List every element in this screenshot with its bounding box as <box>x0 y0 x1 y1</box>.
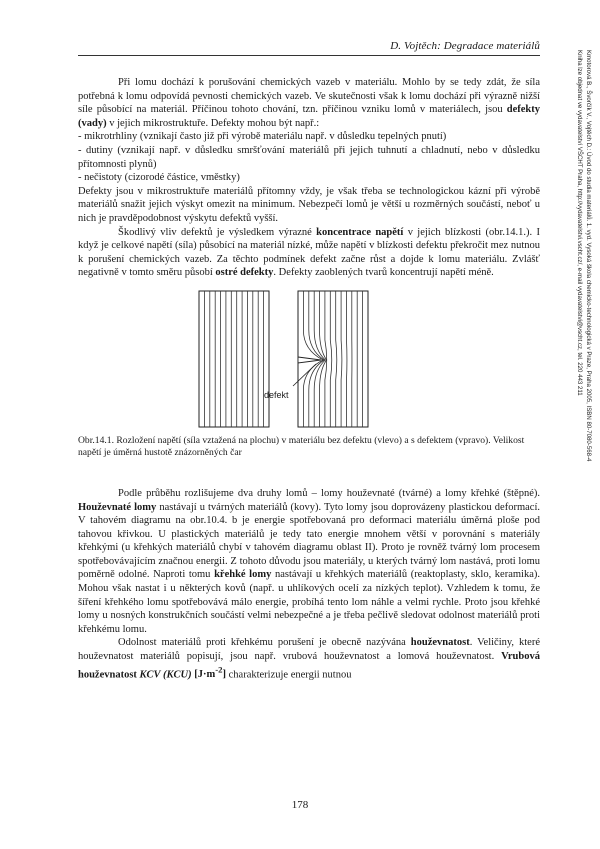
side-citation <box>563 50 595 750</box>
citation-line-1: Kmotorová B., Švorčík V., Vojtěch D.: Úvod do studia materiálů. 1. vyd. Vysoká škola chemicko-technologická v Praze, Praha 2005, ISBN 80-7080-568-4 <box>585 50 592 462</box>
citation-line-2: Kniha lze objednat ve vydavatelství VŠCHT Praha, http://vydavatelstvi.vscht.cz/, e-mail vydavatelstvi@vscht.cz, tel. 220 443 211 <box>576 50 583 396</box>
running-header: D. Vojtěch: Degradace materiálů <box>390 40 540 52</box>
stress-lines-diagram <box>198 290 398 430</box>
list-item-microcracks: - mikrotrhliny (vznikají často již při výrobě materiálu např. v důsledku tepelných pnutí) <box>78 131 447 143</box>
paragraph-defects: Defekty jsou v mikrostruktuře materiálů přítomny vždy, je však třeba se technologickou kázní při výrobě materiálů snažit jejich výskyt omezit na minimum. Nebezpečí lomů je větší u rozměrných součástí, neboť u nich je pravděpodobnost výskytu defektů vyšší. <box>78 185 540 224</box>
figure-caption: Obr.14.1. Rozložení napětí (síla vztažená na plochu) v materiálu bez defektu (vlevo) a s defektem (vpravo). Velikost napětí je úměrná hustotě znázorněných čar <box>78 434 525 458</box>
list-item-impurities: - nečistoty (cizorodé částice, vměstky) <box>78 172 240 184</box>
defect-label: defekt <box>264 389 289 400</box>
list-item-cavities: - dutiny (vznikají např. v důsledku smršťování materiálů při jejich tuhnutí a chladnutí, nebo v důsledku přítomnosti plynů) <box>78 144 540 170</box>
page-body <box>78 76 540 682</box>
header-rule <box>78 55 540 56</box>
paragraph-stress-concentration: Škodlivý vliv defektů je výsledkem výrazné koncentrace napětí v jejich blízkosti (obr.14.1.). I když je celkové napětí (síla) působící na materiál nízké, může napětí v blízkosti defektu překročit mez nutnou k porušení chemických vazeb. Za těchto podmínek defekt začne růst a dojde k lomu materiálu. Zvlášť negativně v tomto směru působí ostré defekty. Defekty zaoblených tvarů koncentrují napětí méně. <box>78 226 540 279</box>
page-number: 178 <box>291 799 309 811</box>
paragraph-fracture-intro: Při lomu dochází k porušování chemických vazeb v materiálu. Mohlo by se tedy zdát, že síla potřebná k lomu odpovídá pevnosti chemických vazeb. Ve skutečnosti však k lomu dochází při výrazně nižší síle působící na materiál. Příčinou tohoto chování, tzn. příčinou vzniku lomů v materiálech, jsou defekty (vady) v jejich mikrostruktuře. Defekty mohou být např.: <box>78 77 540 129</box>
paragraph-fracture-types: Podle průběhu rozlišujeme dva druhy lomů – lomy houževnaté (tvárné) a lomy křehké (štěpné). Houževnaté lomy nastávají u tvárných materiálů (kovy). Tyto lomy jsou doprovázeny plastickou deformací. V tahovém diagramu na obr.10.4. b je energie spotřebovaná pro deformaci materiálu úměrná ploše pod tahovou křivkou. U plastických materiálů je tedy tato energie mnohem větší v porovnání s materiály křehkými (u křehkých materiálů chybí v tahovém diagramu oblast II). Proto je rovněž tvárný lom procesem spotřebovávajícím značnou energii. Z tohoto důvodu jsou materiály, u kterých tvárný lom nastává, proti lomu poměrně odolné. Naproti tomu křehké lomy nastávají u křehkých materiálů (reaktoplasty, sklo, keramika). Mohou však nastat i u některých kovů (např. u uhlíkových ocelí za nízkých teplot). Vzhledem k tomu, že šíření křehkého lomu spotřebovává málo energie, probíhá tento lom náhle a velmi rychle. Proto jsou křehké lomy u nosných konstrukčních součástí velmi nebezpečné a je třeba pečlivě sledovat odolnost materiálů proti křehkému lomu. <box>78 487 540 635</box>
paragraph-toughness: Odolnost materiálů proti křehkému porušení je obecně nazývána houževnatost. Veličiny, které houževnatost materiálů popisují, jsou např. vrubová houževnatost a lomová houževnatost. Vrubová houževnatost KCV (KCU) $[J\cdot m^{-2}]$ charakterizuje energii nutnou <box>78 637 541 681</box>
figure-stress-distribution <box>78 290 540 435</box>
